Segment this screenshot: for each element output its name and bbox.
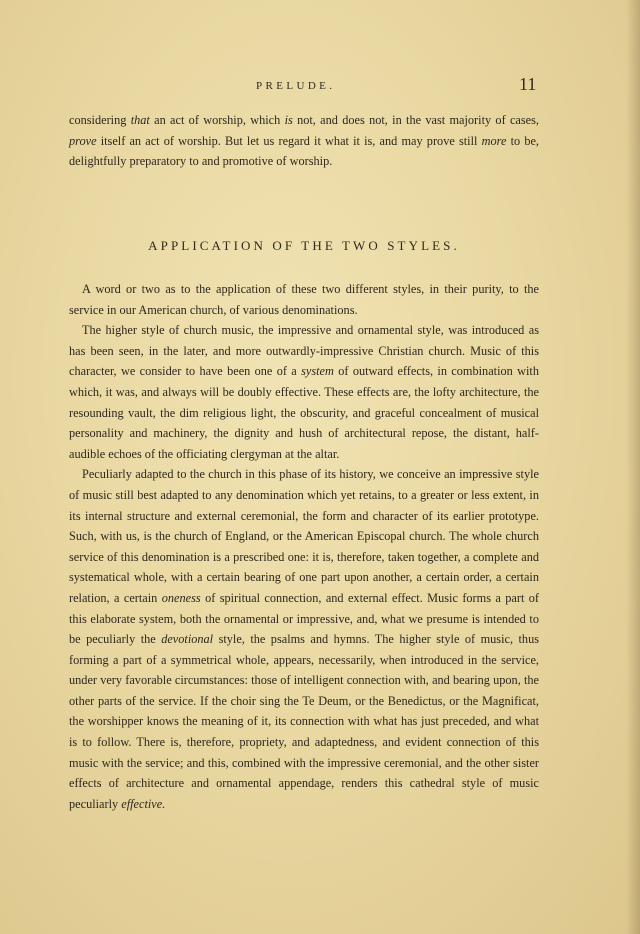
page-edge-shadow xyxy=(626,0,640,934)
text-run: considering xyxy=(69,113,131,127)
text-run: of outward effects, in combination with which, it was, and always will be doubly effective. These effects are, the lofty architecture, the resounding vault, the dim religious light, the obscurity, and graceful concealment of musical personality and machinery, the dignity and hush of architectural repose, the distant, half-audible echoes of the officiating clergyman at the altar. xyxy=(69,364,539,461)
text-run: not, and does not, in the vast majority of cases, xyxy=(292,113,539,127)
text-run: The higher style of church music, the impressive and ornamental style, was introduced as has been seen, in the later, and more outwardly-impressive Christian church. Music of this character, we consider to have been one of a xyxy=(69,323,539,379)
text-run: Peculiarly adapted to the church in this phase of its history, we conceive an impressive style of music still best adapted to any denomination which yet retains, to a greater or less extent, in its internal structure and external ceremonial, the form and character of its earlier prototype. Such, with us, is the church of England, or the American Episcopal church. The whole church service of this denomination is a prescribed one: it is, therefore, taken together, a complete and systematical whole, with a certain bearing of one part upon another, a certain order, a certain relation, a certain xyxy=(69,467,539,605)
page-number: 11 xyxy=(519,74,537,94)
italic-word: devotional xyxy=(161,632,214,647)
italic-word: oneness xyxy=(161,590,201,605)
section-body xyxy=(69,279,539,814)
running-head: PRELUDE. xyxy=(256,80,336,92)
text-run: itself an act of worship. But let us regard it what it is, and may prove still xyxy=(96,133,482,148)
section-heading: APPLICATION OF THE TWO STYLES. xyxy=(148,238,460,253)
italic-word: more xyxy=(481,133,507,148)
italic-word: that xyxy=(130,113,150,127)
italic-word: prove xyxy=(69,133,97,148)
continuation-paragraph-block xyxy=(69,110,539,172)
paragraph-3 xyxy=(69,464,539,814)
italic-word: system xyxy=(301,364,334,379)
text-run: of spiritual connection, and external effect. Music forms a part of this elaborate system, both the ornamental or impressive, and, what we presume is intended to be peculiarly the xyxy=(69,590,540,647)
paragraph-1: A word or two as to the application of these two different styles, in their purity, to the service in our American church, of various denominations. xyxy=(69,282,539,317)
continuation-paragraph xyxy=(69,110,539,172)
text-run: style, the psalms and hymns. The higher style of music, thus forming a part of a symmetrical whole, appears, necessarily, when introduced in the service, under very favorable circumstances: those of intelligent connection with, and bearing upon, the other parts of the service. If the choir sing the Te Deum, or the Benedictus, or the Magnificat, the worshipper knows the meaning of it, its connection with what has just preceded, and what is to follow. There is, therefore, propriety, and adaptedness, and evident connection of this music with the service; and this, combined with the impressive ceremonial, and the other sister effects of architecture and ornamental appendage, renders this cathedral style of music peculiarly xyxy=(69,632,540,811)
text-run: an act of worship, which xyxy=(149,113,285,127)
italic-word: effective. xyxy=(121,796,166,811)
text-run: to be, delightfully preparatory to and promotive of worship. xyxy=(69,133,539,169)
paragraph-2 xyxy=(69,320,539,464)
italic-word: is xyxy=(284,113,293,127)
